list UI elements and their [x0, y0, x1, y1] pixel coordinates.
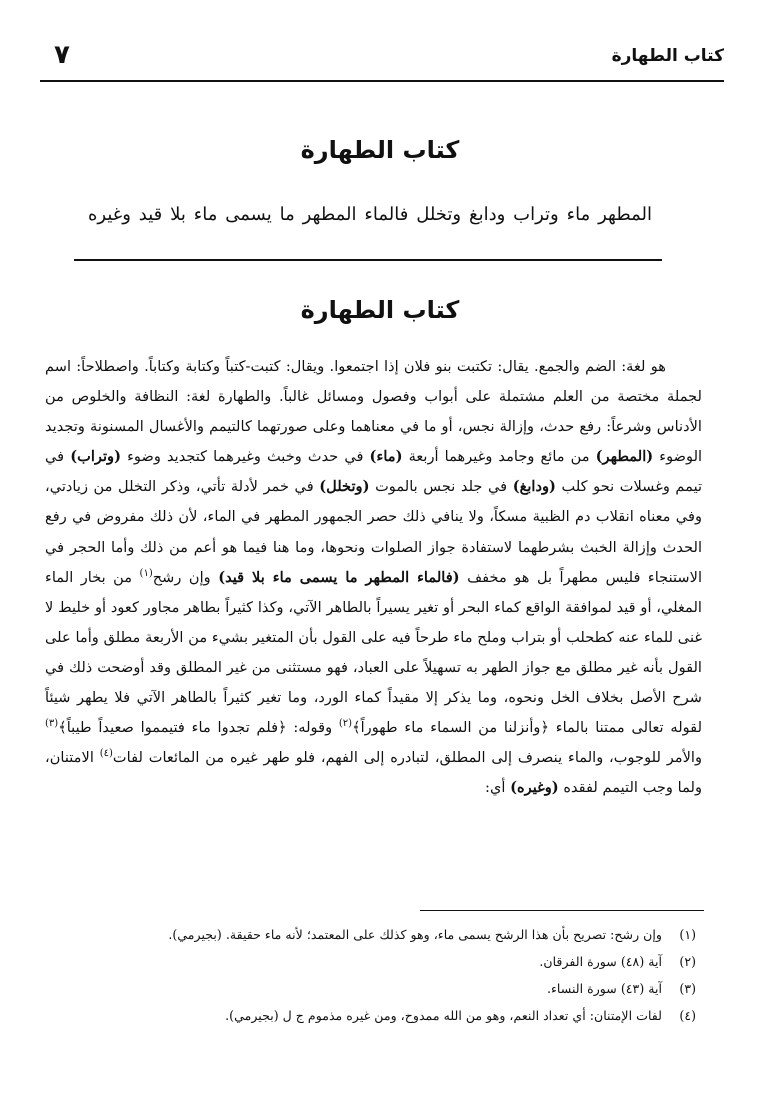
footnote-text: آية (٤٣) سورة النساء. [546, 981, 662, 996]
matn-divider [74, 259, 662, 261]
footnote-text: لفات الإمتنان: أي تعداد النعم، وهو من الله ممدوح، ومن غيره مذموم ج ل (بجيرمي). [225, 1008, 662, 1023]
matn-text: المطهر ماء وتراب ودابغ وتخلل فالماء المطهر ما يسمى ماء بلا قيد وغيره [88, 204, 652, 225]
commentary-text: وقوله: ﴿فلم تجدوا ماء فتيمموا صعيداً طيباً﴾ [58, 719, 333, 737]
commentary-paragraph [45, 352, 702, 803]
footnote-number: (٢) [679, 954, 696, 969]
commentary-text: من مائع وجامد وغيرهما أربعة [408, 448, 590, 466]
second-heading: كتاب الطهارة [300, 296, 460, 324]
footnote [60, 1002, 696, 1029]
running-title: كتاب الطهارة [611, 46, 724, 66]
commentary-text: في حدث وخبث وغيرهما كتجديد وضوء [127, 448, 364, 466]
footnotes [60, 921, 696, 1029]
main-heading: كتاب الطهارة [300, 136, 460, 164]
footnote-ref[interactable]: (٢) [338, 718, 353, 730]
quoted-matn: (وتراب) [70, 448, 121, 466]
page-number: ٧ [54, 40, 70, 70]
commentary-text: هو لغة: الضم والجمع. يقال: تكتبت بنو فلان إذا اجتمعوا. ويقال: كتبت-كتباً وكتابة وكتاباً. واصطلاحاً: اسم لجملة مختصة من العلم مشتملة على أبواب وفصول ومسائل غالباً. والطهارة لغة: النظافة والخلوص من الأدناس وشرعاً: رفع حدث، وإزالة نجس، أو ما في معناهما وعلى صورتهما كالتيمم والأغسال المسنونة وتجديد الوضوء [45, 358, 703, 466]
commentary-text: وإن رشح [152, 568, 211, 586]
quoted-matn: (وتخلل) [319, 478, 370, 496]
quoted-matn: (فالماء المطهر ما يسمى ماء بلا قيد) [218, 568, 460, 586]
page-header [40, 40, 724, 82]
footnote-ref[interactable]: (٣) [45, 718, 59, 730]
footnote [60, 975, 696, 1002]
commentary-text: في جلد نجس بالموت [375, 478, 508, 496]
footnote-number: (١) [679, 927, 696, 942]
commentary-body [45, 352, 702, 803]
quoted-matn: (ودابغ) [512, 478, 556, 496]
footnote-number: (٣) [679, 981, 696, 996]
commentary-text: في خمر لأدلة تأتي، وذكر التخلل من زيادتي، وفي معناه انقلاب دم الظبية مسكاً، ولا ينافي ذلك حصر الجمهور المطهر في الماء، لأن ذلك مفروض في رفع الحدث وإزالة الخبث بشرطهما لاستفادة جواز الصلوات ونحوها، وما هنا فيما هو أعم من ذلك وأما الحجر في الاستنجاء فليس مطهراً بل هو مخفف [45, 478, 703, 586]
footnote [60, 948, 696, 975]
commentary-text: الامتنان، ولما وجب التيمم لفقده [45, 749, 702, 797]
footnote-number: (٤) [679, 1008, 696, 1023]
footnote-ref[interactable]: (١) [139, 567, 153, 579]
footnote [60, 921, 696, 948]
commentary-text: أي: [485, 779, 506, 797]
commentary-text: في تيمم وغسلات نحو كلب [45, 448, 703, 496]
footnotes-divider [420, 910, 704, 911]
quoted-matn: (وغيره) [510, 779, 559, 797]
commentary-text: من بخار الماء المغلي، أو قيد لموافقة الواقع كماء البحر أو تغير يسيراً بالطاهر الآتي، وكذا كثيراً بطاهر مجاور كعود أو خليط لا غنى للماء عنه كطحلب أو بتراب وملح ماء طرحاً فيه على القول بأن المتغير بشيء من الأربعة مطلق وأما على القول بأنه غير مطلق مع جواز الطهر به تسهيلاً على العباد، فهو مستثنى من غير المطلق وقد أوضحت ذلك في شرح الأصل بخلاف الخل ونحوه، وما يذكر إلا مقيداً كماء الورد، وما تغير كثيراً بالطاهر الآتي فلا يطهر شيئاً لقوله تعالى ممتنا بالماء ﴿وأنزلنا من السماء ماء طهوراً﴾ [45, 568, 703, 737]
footnote-text: آية (٤٨) سورة الفرقان. [539, 954, 662, 969]
commentary-text: والأمر للوجوب، والماء ينصرف إلى المطلق، لتبادره إلى الفهم، فلو طهر غيره من المائعات لفات [112, 749, 702, 767]
quoted-matn: (ماء) [369, 448, 403, 466]
footnote-ref[interactable]: (٤) [99, 748, 113, 760]
quoted-matn: (المطهر) [595, 448, 654, 466]
footnote-text: وإن رشح: تصريح بأن هذا الرشح يسمى ماء، وهو كذلك على المعتمد؛ لأنه ماء حقيقة. (بجيرمي). [168, 927, 662, 942]
